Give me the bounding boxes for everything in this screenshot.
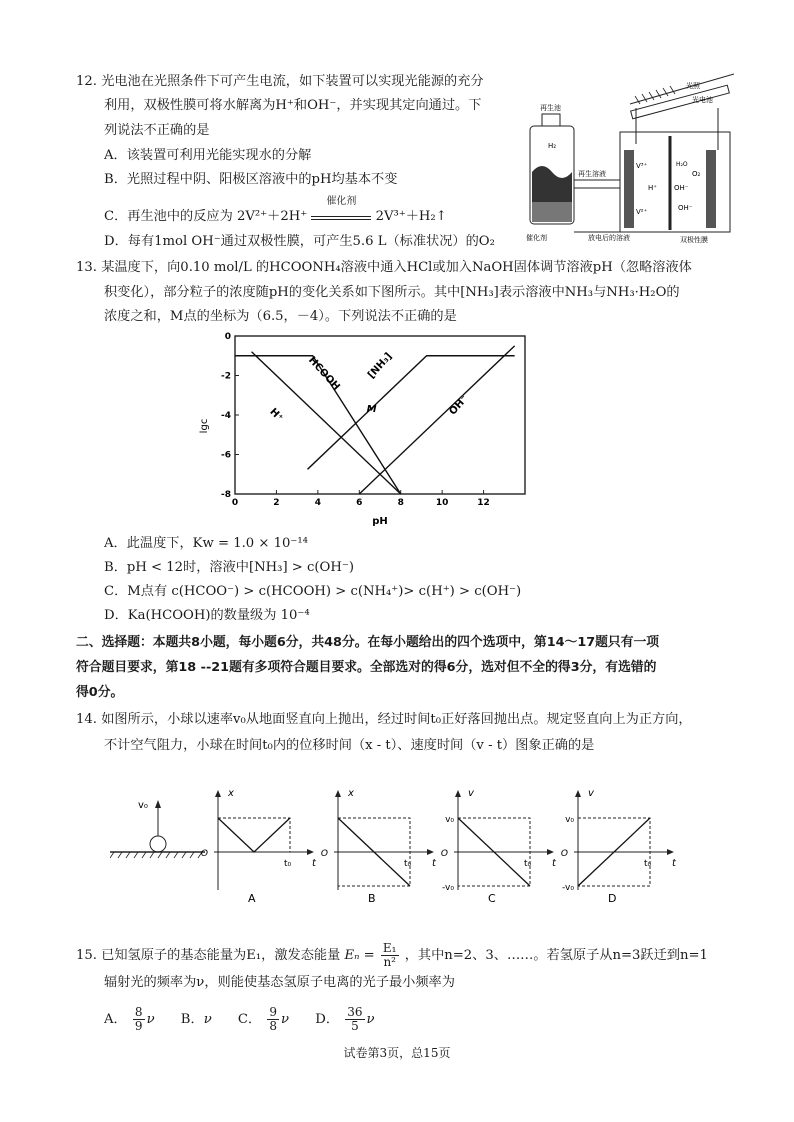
- t0-label: t₀: [404, 859, 412, 869]
- q13-option-c: C．M点有 c(HCOO⁻) > c(HCOOH) > c(NH₄⁺)> c(H⁺) > c(OH⁻): [104, 584, 522, 599]
- t-arrow-icon: [547, 849, 554, 855]
- y-arrow-icon: [455, 790, 461, 797]
- y-tick-label: -6: [221, 450, 231, 461]
- q12-option-a: A．该装置可利用光能实现水的分解: [104, 148, 312, 163]
- photocell-panel: [631, 85, 730, 119]
- neg-v0-tick: -v₀: [562, 883, 574, 893]
- discharged-label: 放电后的溶液: [588, 234, 630, 242]
- q15-options: [104, 1006, 375, 1033]
- graph-letter: B: [368, 892, 376, 905]
- x-tick-label: 2: [273, 498, 280, 508]
- q15-opt-d-letter: D．: [315, 1012, 340, 1027]
- q15-number: 15.: [76, 948, 97, 963]
- origin-label: O: [440, 849, 448, 859]
- q12-stem-line3: 列说法不正确的是: [104, 123, 210, 138]
- section2-line2: 符合题目要求，第18 --21题有多项符合题目要求。全部选对的得6分，选对但不全的得3分，有选错的: [76, 660, 657, 675]
- t-axis-letter: t: [312, 858, 316, 869]
- q12-stem: 光电池在光照条件下可产生电流，如下装置可以实现光能源的充分: [101, 74, 484, 89]
- ball-v0-label: v₀: [138, 800, 148, 811]
- q14-figure: [110, 780, 690, 910]
- q13-stem-line2: 积变化），部分粒子的浓度随pH的变化关系如下图所示。其中[NH₃]表示溶液中NH₃与NH₃·H₂O的: [104, 285, 680, 300]
- graph-letter: C: [488, 892, 496, 905]
- cell-label: 光电池: [692, 96, 713, 104]
- y-axis-letter: v: [468, 788, 474, 799]
- x-tick-label: 12: [477, 498, 490, 508]
- ball-diagram: [110, 800, 205, 858]
- q15-opt-c-letter: C．: [237, 1012, 262, 1027]
- x-tick-label: 0: [231, 498, 239, 508]
- section2-line3: 得0分。: [76, 685, 124, 700]
- regen-tank-label: 再生池: [540, 104, 561, 112]
- q15-opt-a-frac: [133, 1006, 145, 1033]
- q15-opt-a-letter: A．: [104, 1012, 127, 1027]
- series-label-1: HCOOH: [306, 354, 342, 393]
- t-axis-letter: t: [432, 858, 436, 869]
- tank-catalyst-bed: [532, 202, 572, 222]
- y-axis-letter: x: [348, 788, 354, 799]
- opt-c-den: 8: [269, 1019, 278, 1033]
- t-arrow-icon: [307, 849, 314, 855]
- v3-label: V³⁺: [636, 162, 648, 170]
- q14-stem-line2: 不计空气阻力，小球在时间t₀内的位移时间（x - t）、速度时间（v - t）图象正确的是: [104, 738, 595, 753]
- t-arrow-icon: [667, 849, 674, 855]
- q12-number: 12.: [76, 74, 97, 89]
- origin-label: O: [200, 849, 208, 859]
- oh-label: OH⁻: [678, 204, 693, 212]
- graph-letter: D: [608, 892, 617, 905]
- q15-opt-b: ν: [203, 1012, 212, 1027]
- t0-label: t₀: [284, 859, 292, 869]
- graph-letter: A: [248, 892, 256, 905]
- h2o-label: H₂O: [676, 161, 688, 168]
- tank-neck: [542, 114, 560, 126]
- origin-label: O: [320, 849, 328, 859]
- q15-stem-line2: 辐射光的频率为ν，则能使基态氢原子电离的光子最小频率为: [104, 975, 455, 990]
- series-label-0: H⁺: [267, 406, 285, 424]
- hplus-label: H⁺: [648, 184, 657, 192]
- frac-num: E₁: [382, 941, 397, 955]
- q12-apparatus-figure: [520, 72, 734, 244]
- opt-a-den: 9: [134, 1019, 143, 1033]
- page-footer: 试卷第3页，总15页: [343, 1046, 451, 1060]
- t0-label: t₀: [524, 859, 532, 869]
- opt-d-nu: ν: [366, 1012, 375, 1027]
- opt-a-nu: ν: [146, 1012, 155, 1027]
- q12-reaction-arrow: [311, 196, 371, 220]
- section2-line1: 二、选择题：本题共8小题，每小题6分，共48分。在每小题给出的四个选项中，第14～17题只有一项: [76, 635, 660, 650]
- y-axis-letter: x: [228, 788, 234, 799]
- y-axis-letter: v: [588, 788, 594, 799]
- q14-line1: [76, 711, 692, 729]
- y-tick-label: -8: [221, 490, 231, 500]
- x-tick-label: 8: [397, 498, 404, 508]
- origin-label: O: [560, 849, 568, 859]
- catalyst-fig-label: 催化剂: [526, 234, 547, 242]
- x-tick-label: 6: [356, 498, 363, 508]
- q15-en: Eₙ =: [344, 948, 375, 963]
- membrane-label: 双极性膜: [680, 236, 708, 244]
- o2-label: O₂: [692, 170, 701, 178]
- q15-opt-b-letter: B．: [180, 1012, 204, 1027]
- opt-a-num: 8: [134, 1005, 143, 1019]
- q12-line1: [76, 73, 484, 91]
- q12-option-d: D．每有1mol OH⁻通过双极性膜，可产生5.6 L（标准状况）的O₂: [104, 234, 495, 249]
- q15-energy-fraction: [381, 942, 399, 969]
- q13-number: 13.: [76, 260, 97, 275]
- ball: [150, 836, 166, 852]
- y-axis-label: lgc: [199, 418, 210, 434]
- x-tick-label: 4: [314, 498, 321, 508]
- q14-graph-D: [561, 788, 677, 905]
- up-arrow-icon: [155, 800, 161, 808]
- q13-option-a: A．此温度下，Kw = 1.0 × 10⁻¹⁴: [104, 536, 308, 551]
- t-axis-letter: t: [552, 858, 556, 869]
- opt-c-num: 9: [269, 1005, 278, 1019]
- q14-graphs: [201, 788, 677, 905]
- q15-stem-post: ，其中n=2、3、……。若氢原子从n=3跃迁到n=1: [404, 948, 708, 963]
- opt-d-den: 5: [351, 1019, 359, 1033]
- light-rays: [630, 74, 734, 104]
- y-tick-label: -2: [221, 371, 231, 382]
- t-arrow-icon: [427, 849, 434, 855]
- graph-curve: [218, 818, 290, 852]
- q12-option-c: [104, 196, 447, 226]
- v0-tick: v₀: [445, 815, 454, 825]
- q13-stem-line3: 浓度之和，M点的坐标为（6.5，－4）。下列说法不正确的是: [104, 309, 457, 324]
- left-electrode: [624, 150, 634, 228]
- series-line-2: [308, 356, 515, 470]
- ohminus-label: OH⁻: [674, 184, 689, 192]
- opt-d-num: 36: [347, 1005, 363, 1019]
- t-axis-letter: t: [672, 858, 676, 869]
- q12-stem-line2: 利用，双极性膜可将水解离为H⁺和OH⁻，并实现其定向通过。下: [104, 98, 482, 113]
- light-label: 光照: [686, 82, 700, 90]
- v0-tick: v₀: [565, 815, 574, 825]
- opt-c-nu: ν: [281, 1012, 290, 1027]
- q15-opt-d-frac: [345, 1006, 364, 1033]
- x-axis-label: pH: [372, 516, 388, 526]
- q12-optc-left: C．再生池中的反应为 2V²⁺＋2H⁺: [104, 209, 308, 224]
- q13-line1: [76, 259, 692, 277]
- q14-number: 14.: [76, 712, 97, 727]
- tank-liquid: [532, 166, 572, 202]
- y-arrow-icon: [335, 790, 341, 797]
- right-electrode: [706, 150, 716, 228]
- point-m-label: M: [366, 404, 377, 415]
- q12-optc-right: 2V³⁺＋H₂↑: [375, 209, 447, 224]
- q13-stem: 某温度下，向0.10 mol/L 的HCOONH₄溶液中通入HCl或加入NaOH固体调节溶液pH（忽略溶液体: [101, 260, 692, 275]
- q14-graph-B: [321, 788, 437, 905]
- x-tick-label: 10: [435, 498, 449, 508]
- v2-label: V²⁺: [636, 208, 648, 216]
- q15-opt-c-frac: [267, 1006, 279, 1033]
- q14-graph-A: [201, 788, 317, 905]
- series-label-2: [NH₃]: [366, 351, 395, 381]
- q13-option-d: D．Ka(HCOOH)的数量级为 10⁻⁴: [104, 608, 310, 623]
- q13-option-b: B．pH < 12时，溶液中[NH₃] > c(OH⁻): [104, 560, 354, 575]
- chart-body: [221, 332, 525, 508]
- q14-graph-C: [441, 788, 557, 905]
- h2-label: H₂: [548, 142, 557, 150]
- y-arrow-icon: [215, 790, 221, 797]
- neg-v0-tick: -v₀: [442, 883, 454, 893]
- q15-line1: [76, 942, 708, 969]
- series-label-3: OH⁻: [447, 393, 471, 418]
- t0-label: t₀: [644, 859, 652, 869]
- q13-chart: [195, 326, 540, 526]
- q15-stem-pre: 已知氢原子的基态能量为E₁，激发态能量: [101, 948, 341, 963]
- dashed-box: [218, 818, 290, 852]
- y-tick-label: 0: [224, 332, 231, 342]
- catalyst-label: 催化剂: [326, 196, 357, 207]
- q12-option-b: B．光照过程中阴、阳极区溶液中的pH均基本不变: [104, 172, 398, 187]
- regen-liquid-label: 再生溶液: [578, 170, 606, 178]
- y-tick-label: -4: [221, 411, 231, 421]
- y-arrow-icon: [575, 790, 581, 797]
- q14-stem: 如图所示，小球以速率v₀从地面竖直向上抛出，经过时间t₀正好落回抛出点。规定竖直向上为正方向，: [101, 712, 692, 727]
- frac-den: n²: [383, 955, 396, 969]
